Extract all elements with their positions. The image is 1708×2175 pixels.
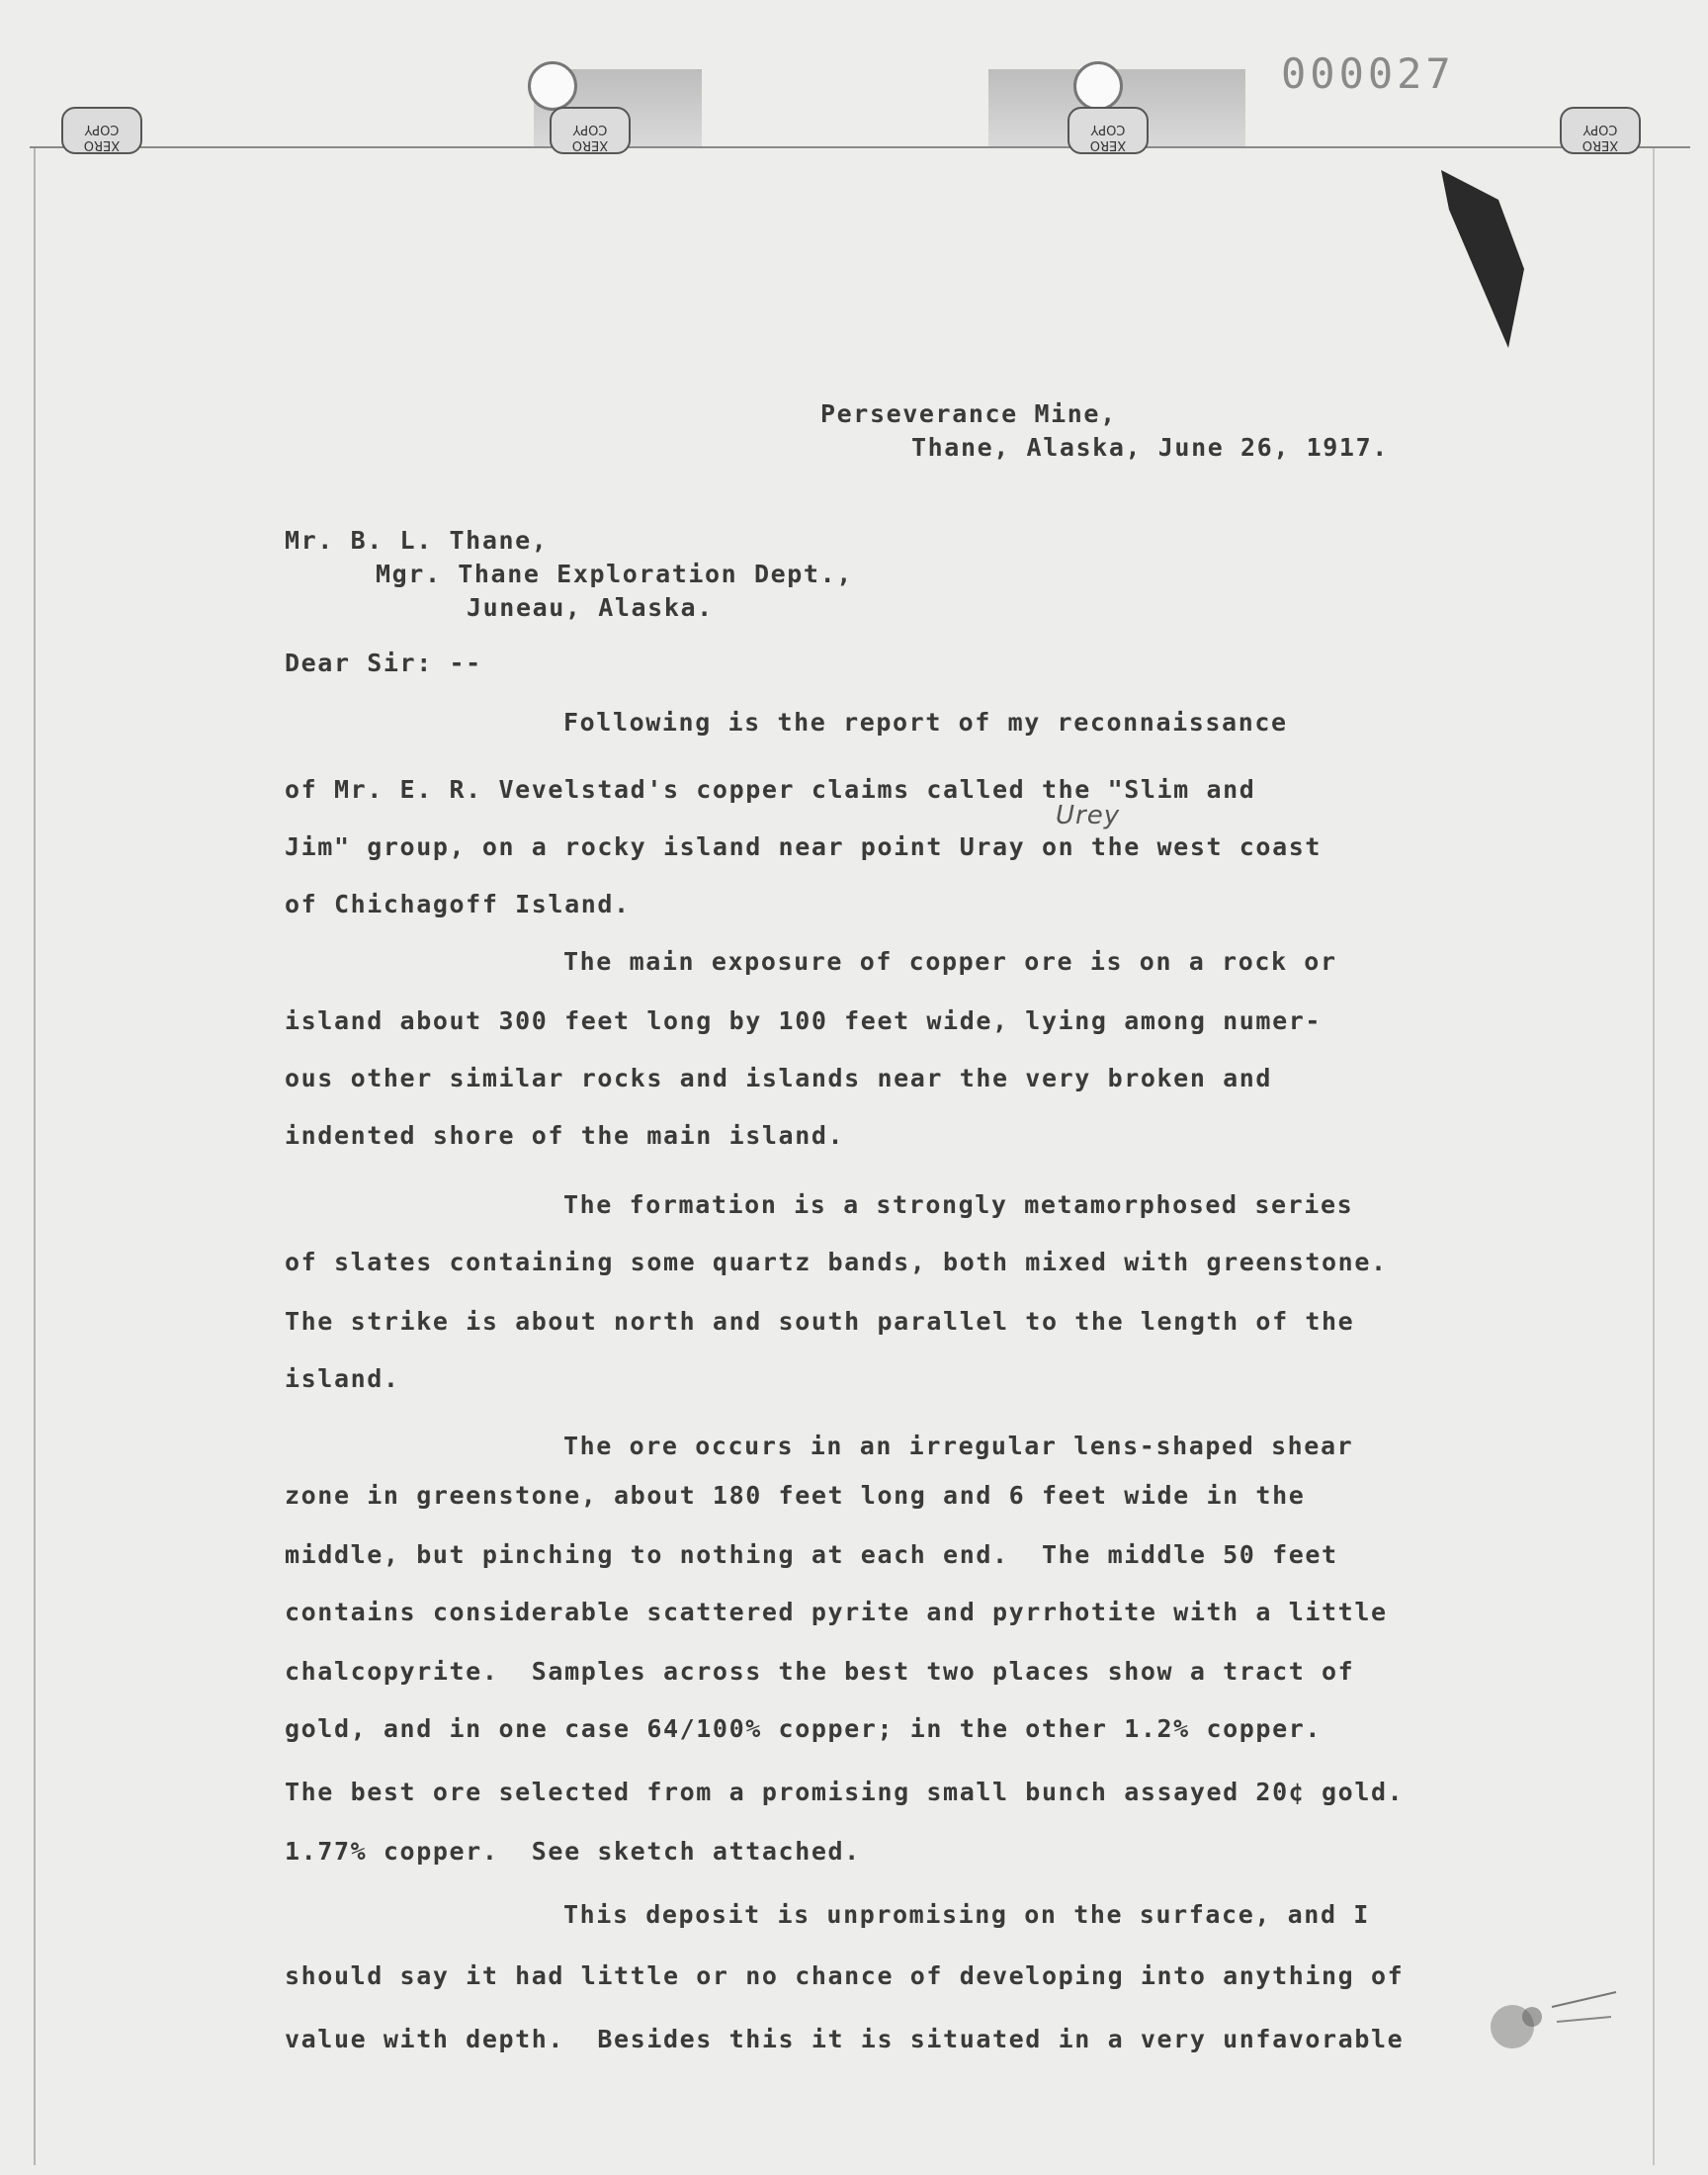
xero-copy-tab: XERO COPY: [61, 107, 142, 154]
body-line: ous other similar rocks and islands near the very broken and: [285, 1064, 1273, 1092]
punch-hole: [1073, 61, 1123, 111]
body-line: The best ore selected from a promising small bunch assayed 20¢ gold.: [285, 1778, 1405, 1806]
body-line: 1.77% copper. See sketch attached.: [285, 1837, 861, 1866]
letter-date-line: Thane, Alaska, June 26, 1917.: [911, 433, 1389, 462]
body-line: of Chichagoff Island.: [285, 890, 631, 918]
sender-address: Perseverance Mine,: [820, 399, 1117, 428]
body-line: contains considerable scattered pyrite and pyrrhotite with a little: [285, 1598, 1388, 1626]
body-line: value with depth. Besides this it is situated in a very unfavorable: [285, 2025, 1405, 2053]
handwritten-correction: Urey: [1056, 801, 1121, 830]
recipient-name: Mr. B. L. Thane,: [285, 526, 549, 555]
xero-copy-tab: XERO COPY: [1068, 107, 1149, 154]
page-left-edge: [34, 148, 36, 2165]
salutation: Dear Sir: --: [285, 649, 482, 677]
torn-corner-mark: [1439, 170, 1528, 348]
body-line: chalcopyrite. Samples across the best two places show a tract of: [285, 1657, 1355, 1686]
body-line: This deposit is unpromising on the surface, and I: [563, 1900, 1370, 1929]
page-top-edge: [30, 146, 1690, 148]
body-line: of slates containing some quartz bands, both mixed with greenstone.: [285, 1248, 1388, 1276]
xero-copy-tab: XERO COPY: [1560, 107, 1641, 154]
xero-copy-tab: XERO COPY: [550, 107, 631, 154]
body-line: The main exposure of copper ore is on a rock or: [563, 947, 1337, 976]
ink-smudge: [1473, 1987, 1621, 2076]
body-line: The ore occurs in an irregular lens-shaped shear: [563, 1432, 1354, 1460]
body-line: Jim" group, on a rocky island near point Uray on the west coast: [285, 832, 1323, 861]
recipient-title: Mgr. Thane Exploration Dept.,: [376, 560, 853, 588]
body-line: should say it had little or no chance of developing into anything of: [285, 1961, 1405, 1990]
body-line: middle, but pinching to nothing at each end. The middle 50 feet: [285, 1540, 1338, 1569]
document-number: 000027: [1281, 49, 1455, 98]
page-right-edge: [1653, 148, 1655, 2165]
body-line: zone in greenstone, about 180 feet long and 6 feet wide in the: [285, 1481, 1306, 1510]
body-line: indented shore of the main island.: [285, 1121, 845, 1150]
recipient-location: Juneau, Alaska.: [467, 593, 714, 622]
punch-hole: [528, 61, 577, 111]
body-line: island.: [285, 1364, 400, 1393]
body-line: The strike is about north and south parallel to the length of the: [285, 1307, 1355, 1336]
body-line: island about 300 feet long by 100 feet wide, lying among numer-: [285, 1006, 1323, 1035]
body-line: The formation is a strongly metamorphosed series: [563, 1190, 1354, 1219]
body-line: gold, and in one case 64/100% copper; in the other 1.2% copper.: [285, 1714, 1323, 1743]
body-line: of Mr. E. R. Vevelstad's copper claims called the "Slim and: [285, 775, 1256, 804]
body-line: Following is the report of my reconnaissance: [563, 708, 1288, 737]
